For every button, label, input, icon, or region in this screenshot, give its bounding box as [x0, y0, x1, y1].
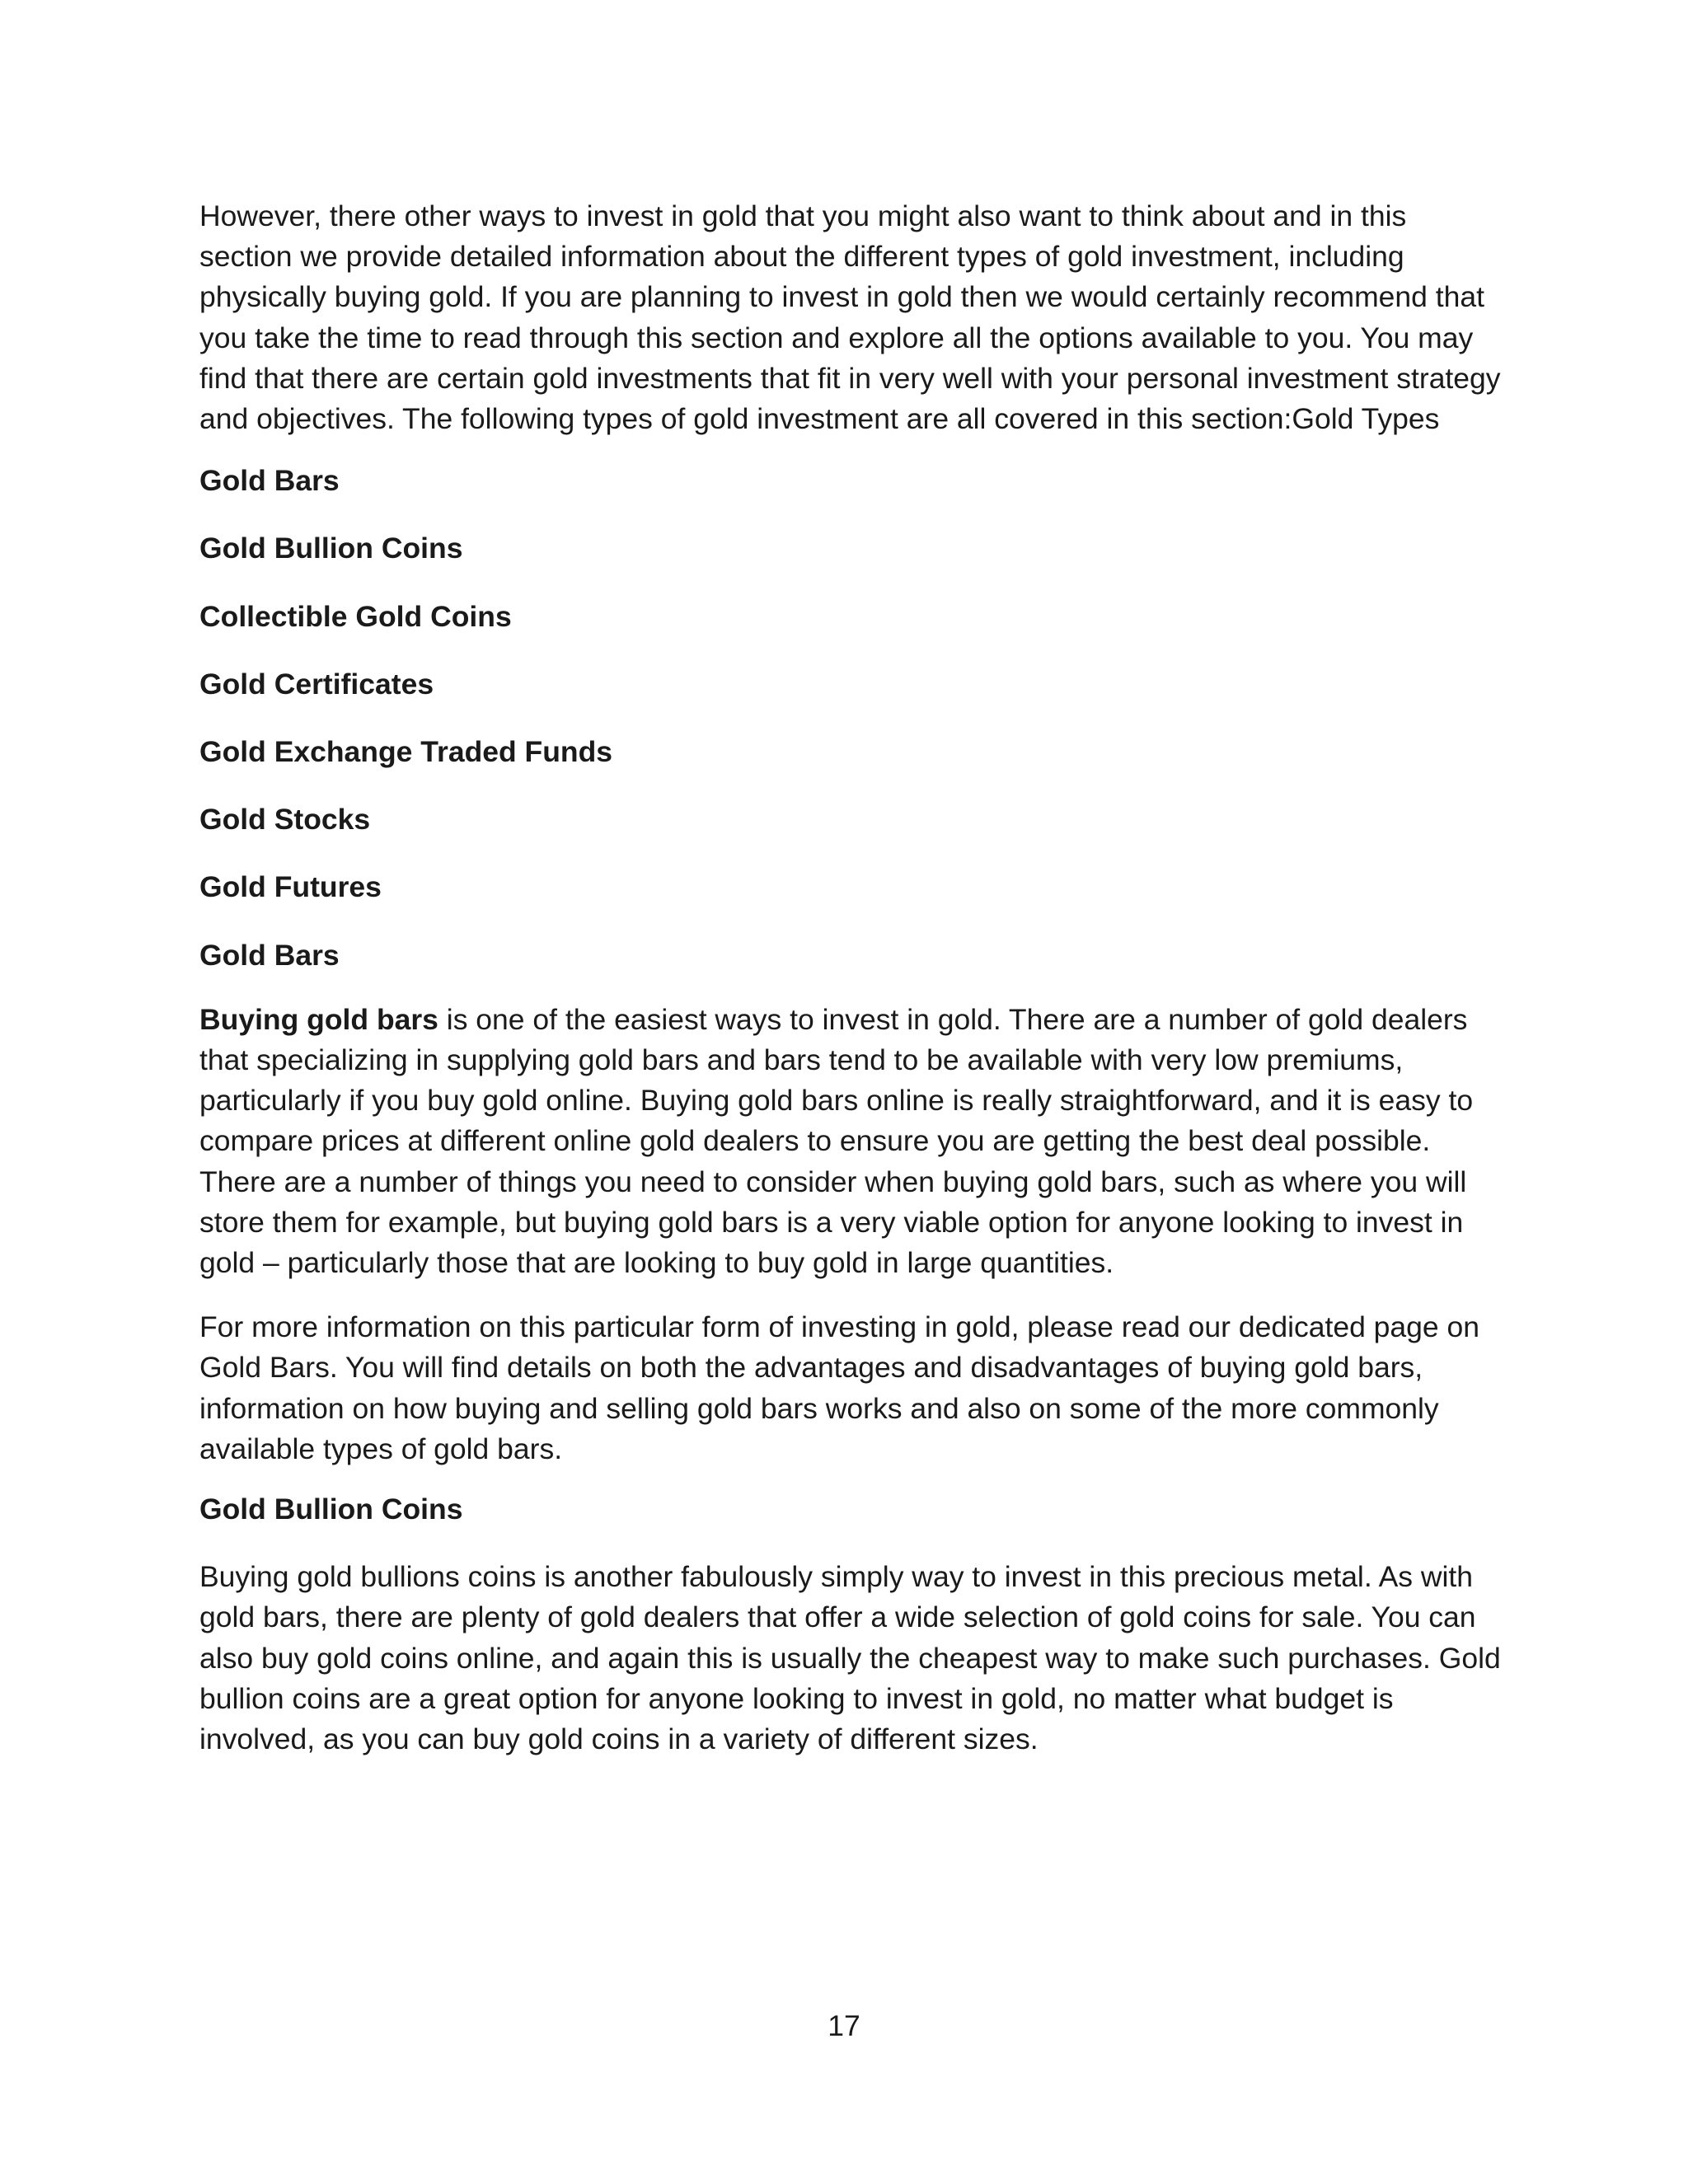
list-item-gold-stocks: Gold Stocks	[199, 803, 371, 837]
gold-bars-paragraph-2: For more information on this particular form of investing in gold, please read our dedicated page on Gold Bars. You will find details on both the advantages and disadvantages of buying gold bars, information on how buying and selling gold bars works and also on some of the more commonly available types of gold bars.	[199, 1310, 1480, 1465]
list-item-gold-bars: Gold Bars	[199, 464, 340, 498]
list-item-gold-bullion-coins: Gold Bullion Coins	[199, 532, 463, 565]
gold-bullion-coins-paragraph: Buying gold bullions coins is another fabulously simply way to invest in this precious metal. As with gold bars, there are plenty of gold dealers that offer a wide selection of gold coins for sale. You can also buy gold coins online, and again this is usually the cheapest way to make such purchases. Gold bullion coins are a great option for anyone looking to invest in gold, no matter what budget is involved, as you can buy gold coins in a variety of different sizes.	[199, 1560, 1501, 1756]
page-number: 17	[828, 2009, 860, 2042]
list-item-gold-certificates: Gold Certificates	[199, 667, 434, 701]
section-heading-gold-bullion-coins: Gold Bullion Coins	[199, 1493, 463, 1526]
gold-bars-lead-text: Buying gold bars	[199, 1002, 438, 1036]
gold-bars-body-text: is one of the easiest ways to invest in gold. There are a number of gold dealers that specializing in supplying gold bars and bars tend to be available with very low premiums, particularly if you buy gold online. Buying gold bars online is really straightforward, and it is easy to compare prices at different online gold dealers to ensure you are getting the best deal possible. There are a number of things you need to consider when buying gold bars, such as where you will store them for example, but buying gold bars is a very viable option for anyone looking to invest in gold – particularly those that are looking to buy gold in large quantities.	[199, 1002, 1474, 1280]
gold-bars-paragraph-1	[199, 1000, 1502, 1283]
list-item-gold-futures: Gold Futures	[199, 870, 382, 904]
gold-types-list	[199, 461, 1502, 907]
list-item-gold-etfs: Gold Exchange Traded Funds	[199, 735, 613, 769]
intro-paragraph: However, there other ways to invest in gold that you might also want to think about and in this section we provide detailed information about the different types of gold investment, including physically buying gold. If you are planning to invest in gold then we would certainly recommend that you take the time to read through this section and explore all the options available to you. You may find that there are certain gold investments that fit in very well with your personal investment strategy and objectives. The following types of gold investment are all covered in this section:Gold Types	[199, 199, 1501, 436]
document-body	[199, 196, 1502, 1760]
list-item-collectible-gold-coins: Collectible Gold Coins	[199, 599, 512, 633]
section-heading-gold-bars: Gold Bars	[199, 938, 340, 972]
